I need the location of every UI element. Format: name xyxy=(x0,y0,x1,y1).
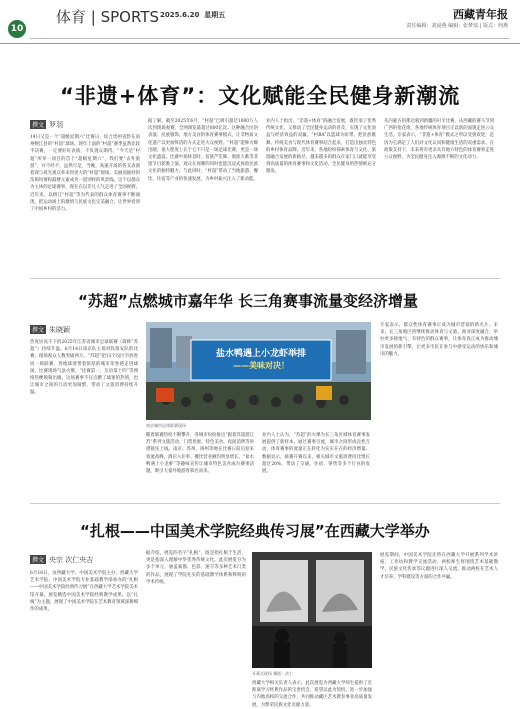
date-value: 2025.6.20 xyxy=(160,11,200,19)
article3-col3: 展览期间，中国美术学院还将在西藏大学开展系列学术讲座、工作坊和教学交流活动。两校师生将围绕艺术基础教学、民族文化传承等议题进行深入交流，推动两校在艺术人才培养、学科建设等方面的合作共赢。 xyxy=(380,553,498,580)
byline-tag: 撰文 xyxy=(32,327,45,334)
section-rule xyxy=(30,503,500,504)
section-rule xyxy=(30,278,500,279)
exhibition-photo xyxy=(252,552,372,668)
stadium-photo xyxy=(146,322,371,420)
article2-col4: 专家表示，群众性体育赛事正成为城市营销的新名片。未来，长三角地区将继续推动体育与文旅、商业深度融合，举办更多接地气、有特色的群众赛事，让体育真正成为推动城市发展的新引擎，让更多市民在参与中感受运动的快乐和城市的魅力。 xyxy=(380,323,498,357)
byline-tag: 撰文 xyxy=(32,122,45,129)
section-divider: | xyxy=(86,8,101,26)
photo-banner-line1: 盐水鸭遇上小龙虾举排 xyxy=(215,349,306,359)
byline-author: 朱晓颖 xyxy=(49,326,71,334)
article1-byline xyxy=(30,120,63,130)
weekday: 星期五 xyxy=(204,11,226,19)
article3-col2: 据介绍，展览的名字“扎根”，既是指扎根于生活，更是指深入理解中华优秀传统文化。此次展览分为多个单元，涵盖素描、色彩、速写等多种艺术门类的作品，展现了学院扎实的基础教学体系和鲜明的学术传统。 xyxy=(146,551,246,585)
article1-col3: 业内人士指出，“非遗+体育”的融合发展，既传承了优秀传统文化，又推动了全民健身运动的普及，实现了文化效益与经济效益的双赢。“村BA”以篮球为纽带，把民族歌舞、传统美食与现代体育赛事结合起来，打造出独具特色的乡村体育品牌。近年来，各地纷纷探索体育与文化、旅游融合发展的新路径，越来越多的群众在家门口就能享受到高质量的体育赛事和文化活动，全民健身的热情被充分激发。 xyxy=(266,119,376,175)
page-header xyxy=(0,0,520,44)
article2-byline xyxy=(30,325,70,335)
byline-tag: 撰文 xyxy=(32,557,45,564)
section-en: SPORTS xyxy=(100,8,159,26)
article3-col1: 6月16日，由西藏大学、中国美术学院主办，西藏大学艺术学院、中国美术学院专业基础教学部承办的“扎根——中国美术学院经典传习展”在西藏大学艺术学院美术馆开幕。展览精选中国美术学院经典教学成果，以“扎根”为主题，展现了中国美术学院在艺术教育领域深耕细作的成果。 xyxy=(30,571,138,613)
article2-col3: 业内人士认为，“苏超”的火爆为长三角区域体育赛事发展提供了新样本。通过赛事引流，城市之间形成良性互动，体育赛事的流量正在转化为实实在在的经济增量。数据显示，联赛开赛以来，相关城市文旅消费同比增长超过20%，带动了交通、住宿、零售等多个行业的发展。 xyxy=(262,433,370,475)
article3-col4: 西藏大学相关负责人表示，此次展览为西藏大学师生提供了近距离学习经典作品的宝贵机会，希望以此为契机，进一步加强与内地高校的交流合作，共同推动藏区艺术教育事业高质量发展，为繁荣民族文化贡献力量。 xyxy=(252,681,372,708)
article3-headline: “扎根——中国美术学院经典传习展”在西藏大学举办 xyxy=(80,522,430,540)
paper-name: 西藏青年报 xyxy=(453,8,508,21)
article2-photo-caption: 南京城市足球联赛现场 xyxy=(146,423,186,428)
article1-col4: 从内蒙古的那达慕到新疆的叼羊比赛，从西藏的赛马节到广西的抢花炮，各地传统体育项目正以新的面貌走进公众生活。专家表示，“非遗+体育”模式之所以受到欢迎，是因为它满足了人们对文化认同和健康生活的双重需求。在政策支持下，未来将有更多具有地方特色的体育赛事走进公众视野，为全民健身注入源源不断的文化动力。 xyxy=(384,119,494,161)
article3-photo xyxy=(252,552,372,668)
article1-col1: 14日又是一个“超级星期六”比赛日，综合贵州省黔东南州榕江县的“村超”球场。现年上面的“村超”赛季虽然比较半决赛，一定要好好表演，不负观众期待。“今天是“村超”所举一项目的首个“超级星期六”，我们要“去外旅游”，并不经不。虽然尽是，当晚，高速开场的各支表演着商与观光观众率来到更大的“村超”现场。美丽而独特的苗侗风情和鼓楼元素成为一道别样的风景线。这个以群众为主体的足球赛事，现在在以非凡人气走进了全国视野。近年来，以榕江“村超”等为代表的群众体育赛事不断涌现，把运动场上的激情与民族文化完美融合，让世界看到了中国乡村的活力。 xyxy=(30,135,140,213)
section-title xyxy=(56,6,159,27)
article3-byline xyxy=(30,555,93,565)
article3-photo-caption: 开幕式现场 摄影：次仁 xyxy=(252,671,294,676)
article2-headline: “苏超”点燃城市嘉年华 长三角赛事流量变经济增量 xyxy=(78,292,418,310)
photo-banner-line2: ——美味对决！ xyxy=(233,361,289,370)
article1-headline: “非遗+体育”：文化赋能全民健身新潮流 xyxy=(60,84,461,108)
article1-col2: 据了解，截至2025年6月，“村超”已吸引超过1000万人次到现场观赛，全网浏览量超过800亿次。这种融合民俗表演、民族服饰、地方美食的体育赛事模式，让非物质文化遗产以更加鲜活的方式走进大众视野。“村超”能够火爆出圈，很大程度上在于它不只是一场足球比赛，更是一场文化盛宴。比赛中场休息时，苗族芦笙舞、侗族大歌等非遗节目轮番上演，观众在观赛的同时也能沉浸式体验民族文化的独特魅力。与此同时，“村超”带动了当地旅游、餐饮、住宿等产业的快速发展，为乡村振兴注入了新动能。 xyxy=(148,119,258,182)
byline-author: 央宗 次仁央吉 xyxy=(49,556,94,564)
section-zh: 体育 xyxy=(56,8,87,26)
issue-date xyxy=(160,10,225,20)
page-number-badge xyxy=(8,20,26,38)
editors-credit: 责任编辑：刘晨燕 编辑：张梦瑶 | 版式：何燕 xyxy=(406,23,508,29)
page-number: 10 xyxy=(10,24,24,34)
article2-photo xyxy=(146,322,371,420)
article2-col1: 热度居高不下的2025年江苏省城市足球联赛（简称“苏超”）持续升温。6月14日南京队主场对阵淮安队的比赛，现场观众人数突破两万。“苏超”把13个设区市放进同一场联赛，各地球迷带着浓厚的城市荣誉感走进球场，比赛现场气氛火爆，“比赛第一，友谊第十四”等网络热梗频频出圈。这场赛事不仅点燃了球迷的热情，也让城市之间的互动更加频繁，带动了文旅消费持续升温。 xyxy=(30,340,138,396)
header-rule xyxy=(30,38,510,39)
article2-col2: 随着联赛热度不断攀升，各城市纷纷推出“跟着苏超游江苏”系列文旅活动，门票优惠、特色美食、夜间消费等举措接连上线。南京、苏州、扬州等地在比赛日前后迎来客流高峰，酒店入住率、餐饮营业额均明显增长。“盐水鸭遇上小龙虾”等趣味宣传让城市特色美食成为赛事话题，吸引大量外地游客慕名而来。 xyxy=(146,433,254,475)
byline-author: 罗羽 xyxy=(49,121,64,129)
